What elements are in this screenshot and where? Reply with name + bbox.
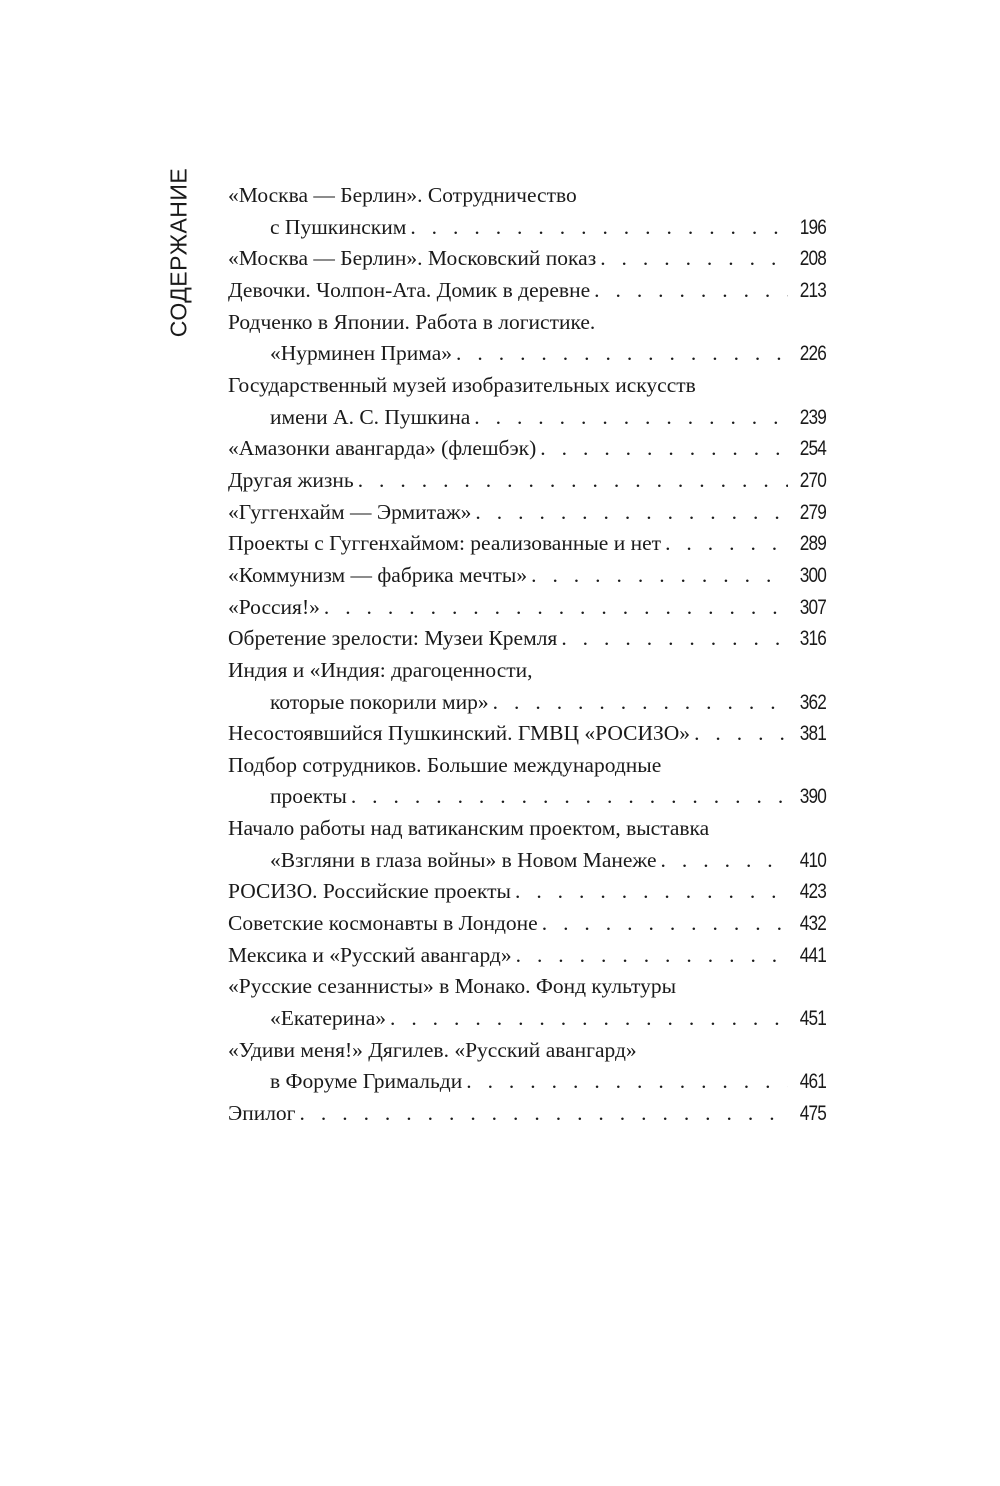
toc-entry-line: [228, 212, 826, 244]
toc-entry-title: «Русские сезаннисты» в Монако. Фонд культуры: [228, 974, 677, 999]
toc-entry-title: Родченко в Японии. Работа в логистике.: [228, 309, 596, 334]
contents-heading: [165, 167, 192, 337]
toc-entry[interactable]: [228, 243, 826, 275]
toc-entry-title: «Гуггенхайм — Эрмитаж»: [228, 499, 472, 524]
toc-page-number: 461: [799, 1070, 826, 1094]
toc-page-number: 381: [799, 722, 826, 746]
toc-page-number: 362: [799, 690, 826, 714]
toc-entry-title: в Форуме Гримальди: [270, 1069, 463, 1094]
toc-entry[interactable]: [228, 433, 826, 465]
toc-entry-line: [228, 402, 826, 434]
toc-page-number: 289: [799, 532, 826, 556]
toc-entry-line: [228, 338, 826, 370]
toc-entry-title: Государственный музей изобразительных искусств: [228, 372, 696, 397]
toc-entry-title: Советские космонавты в Лондоне: [228, 911, 538, 936]
toc-entry-line: [228, 1035, 826, 1067]
toc-entry-line: [228, 180, 826, 212]
toc-page-number: 316: [799, 627, 826, 651]
toc-page-number: 279: [799, 500, 826, 524]
toc-page-number: 270: [799, 468, 826, 492]
toc-entry-title: «Москва — Берлин». Московский показ: [228, 246, 597, 271]
toc-entry[interactable]: [228, 718, 826, 750]
dot-leader: [358, 465, 788, 497]
dot-leader: [300, 1098, 788, 1130]
toc-entry-line: [228, 497, 826, 529]
toc-entry-title: Подбор сотрудников. Большие международные: [228, 752, 662, 777]
toc-entry[interactable]: [228, 497, 826, 529]
toc-page-number: 451: [799, 1007, 826, 1031]
table-of-contents: [228, 180, 826, 1130]
dot-leader: [540, 433, 788, 465]
toc-entry-line: [228, 971, 826, 1003]
toc-entry[interactable]: [228, 275, 826, 307]
dot-leader: [410, 212, 788, 244]
toc-entry-title: Другая жизнь: [228, 467, 354, 492]
toc-page-number: 196: [799, 215, 826, 239]
toc-page-number: 239: [799, 405, 826, 429]
dot-leader: [600, 243, 788, 275]
dot-leader: [516, 940, 788, 972]
toc-entry-line: [228, 940, 826, 972]
toc-entry-line: [228, 528, 826, 560]
toc-page-number: 410: [799, 848, 826, 872]
toc-entry-line: [228, 1003, 826, 1035]
toc-page-number: 208: [799, 247, 826, 271]
toc-entry-title: «Нурминен Прима»: [270, 341, 453, 366]
toc-entry-title: «Екатерина»: [270, 1006, 386, 1031]
toc-page-number: 254: [799, 437, 826, 461]
dot-leader: [493, 687, 788, 719]
toc-entry[interactable]: [228, 813, 826, 876]
toc-entry[interactable]: [228, 971, 826, 1034]
toc-entry-title: которые покорили мир»: [270, 689, 489, 714]
toc-entry[interactable]: [228, 1098, 826, 1130]
toc-entry-line: [228, 845, 826, 877]
toc-entry-title: РОСИЗО. Российские проекты: [228, 879, 511, 904]
toc-entry-title: Несостоявшийся Пушкинский. ГМВЦ «РОСИЗО»: [228, 721, 691, 746]
toc-page-number: 432: [799, 912, 826, 936]
dot-leader: [531, 560, 788, 592]
dot-leader: [665, 528, 788, 560]
toc-entry-title: «Москва — Берлин». Сотрудничество: [228, 183, 577, 207]
toc-entry-title: Мексика и «Русский авангард»: [228, 942, 512, 967]
toc-entry-title: Индия и «Индия: драгоценности,: [228, 657, 533, 682]
toc-page-number: 475: [799, 1102, 826, 1126]
toc-entry-line: [228, 275, 826, 307]
toc-entry[interactable]: [228, 370, 826, 433]
dot-leader: [351, 781, 788, 813]
toc-entry-line: [228, 307, 826, 339]
toc-entry-line: [228, 433, 826, 465]
toc-entry[interactable]: [228, 592, 826, 624]
toc-entry-title: «Россия!»: [228, 594, 320, 619]
toc-page-number: 226: [799, 342, 826, 366]
toc-entry[interactable]: [228, 876, 826, 908]
toc-entry-title: с Пушкинским: [270, 214, 407, 239]
toc-entry-line: [228, 876, 826, 908]
toc-entry-title: Девочки. Чолпон-Ата. Домик в деревне: [228, 277, 591, 302]
toc-entry-title: «Амазонки авангарда» (флешбэк): [228, 436, 537, 461]
toc-entry-line: [228, 687, 826, 719]
toc-entry[interactable]: [228, 560, 826, 592]
toc-entry-line: [228, 370, 826, 402]
toc-entry-title: Эпилог: [228, 1101, 296, 1126]
toc-entry[interactable]: [228, 307, 826, 370]
toc-entry[interactable]: [228, 940, 826, 972]
toc-entry-line: [228, 560, 826, 592]
dot-leader: [390, 1003, 788, 1035]
toc-entry[interactable]: [228, 750, 826, 813]
toc-entry-title: имени А. С. Пушкина: [270, 404, 471, 429]
toc-entry-title: Обретение зрелости: Музеи Кремля: [228, 626, 558, 651]
toc-entry-line: [228, 465, 826, 497]
dot-leader: [542, 908, 788, 940]
toc-entry-line: [228, 243, 826, 275]
toc-entry-line: [228, 1066, 826, 1098]
dot-leader: [661, 845, 788, 877]
toc-entry-line: [228, 718, 826, 750]
dot-leader: [456, 338, 788, 370]
toc-entry-line: [228, 908, 826, 940]
toc-entry[interactable]: [228, 1035, 826, 1098]
toc-entry-title: «Удиви меня!» Дягилев. «Русский авангард»: [228, 1037, 637, 1062]
toc-entry-title: Проекты с Гуггенхаймом: реализованные и нет: [228, 531, 662, 556]
dot-leader: [474, 402, 788, 434]
dot-leader: [694, 718, 788, 750]
toc-page-number: 307: [799, 595, 826, 619]
dot-leader: [324, 592, 788, 624]
toc-entry-line: [228, 655, 826, 687]
toc-entry[interactable]: [228, 623, 826, 655]
toc-page-number: 441: [799, 943, 826, 967]
toc-entry-line: [228, 1098, 826, 1130]
toc-entry[interactable]: [228, 908, 826, 940]
toc-entry-title: проекты: [270, 784, 347, 809]
toc-entry-line: [228, 592, 826, 624]
toc-entry[interactable]: [228, 465, 826, 497]
toc-entry[interactable]: [228, 528, 826, 560]
toc-entry[interactable]: [228, 655, 826, 718]
dot-leader: [475, 497, 788, 529]
dot-leader: [561, 623, 788, 655]
dot-leader: [594, 275, 788, 307]
toc-page-number: 423: [799, 880, 826, 904]
contents-heading-text: СОДЕРЖАНИЕ: [165, 167, 192, 337]
toc-entry-line: [228, 623, 826, 655]
toc-entry-line: [228, 750, 826, 782]
toc-entry-title: «Взгляни в глаза войны» в Новом Манеже: [270, 847, 657, 872]
toc-entry-title: Начало работы над ватиканским проектом, выставка: [228, 816, 710, 841]
dot-leader: [515, 876, 788, 908]
toc-entry-title: «Коммунизм — фабрика мечты»: [228, 562, 528, 587]
toc-page-number: 213: [799, 278, 826, 302]
toc-entry[interactable]: [228, 180, 826, 243]
toc-page-number: 390: [799, 785, 826, 809]
toc-page-number: 300: [799, 563, 826, 587]
toc-entry-line: [228, 781, 826, 813]
toc-entry-line: [228, 813, 826, 845]
dot-leader: [466, 1066, 788, 1098]
